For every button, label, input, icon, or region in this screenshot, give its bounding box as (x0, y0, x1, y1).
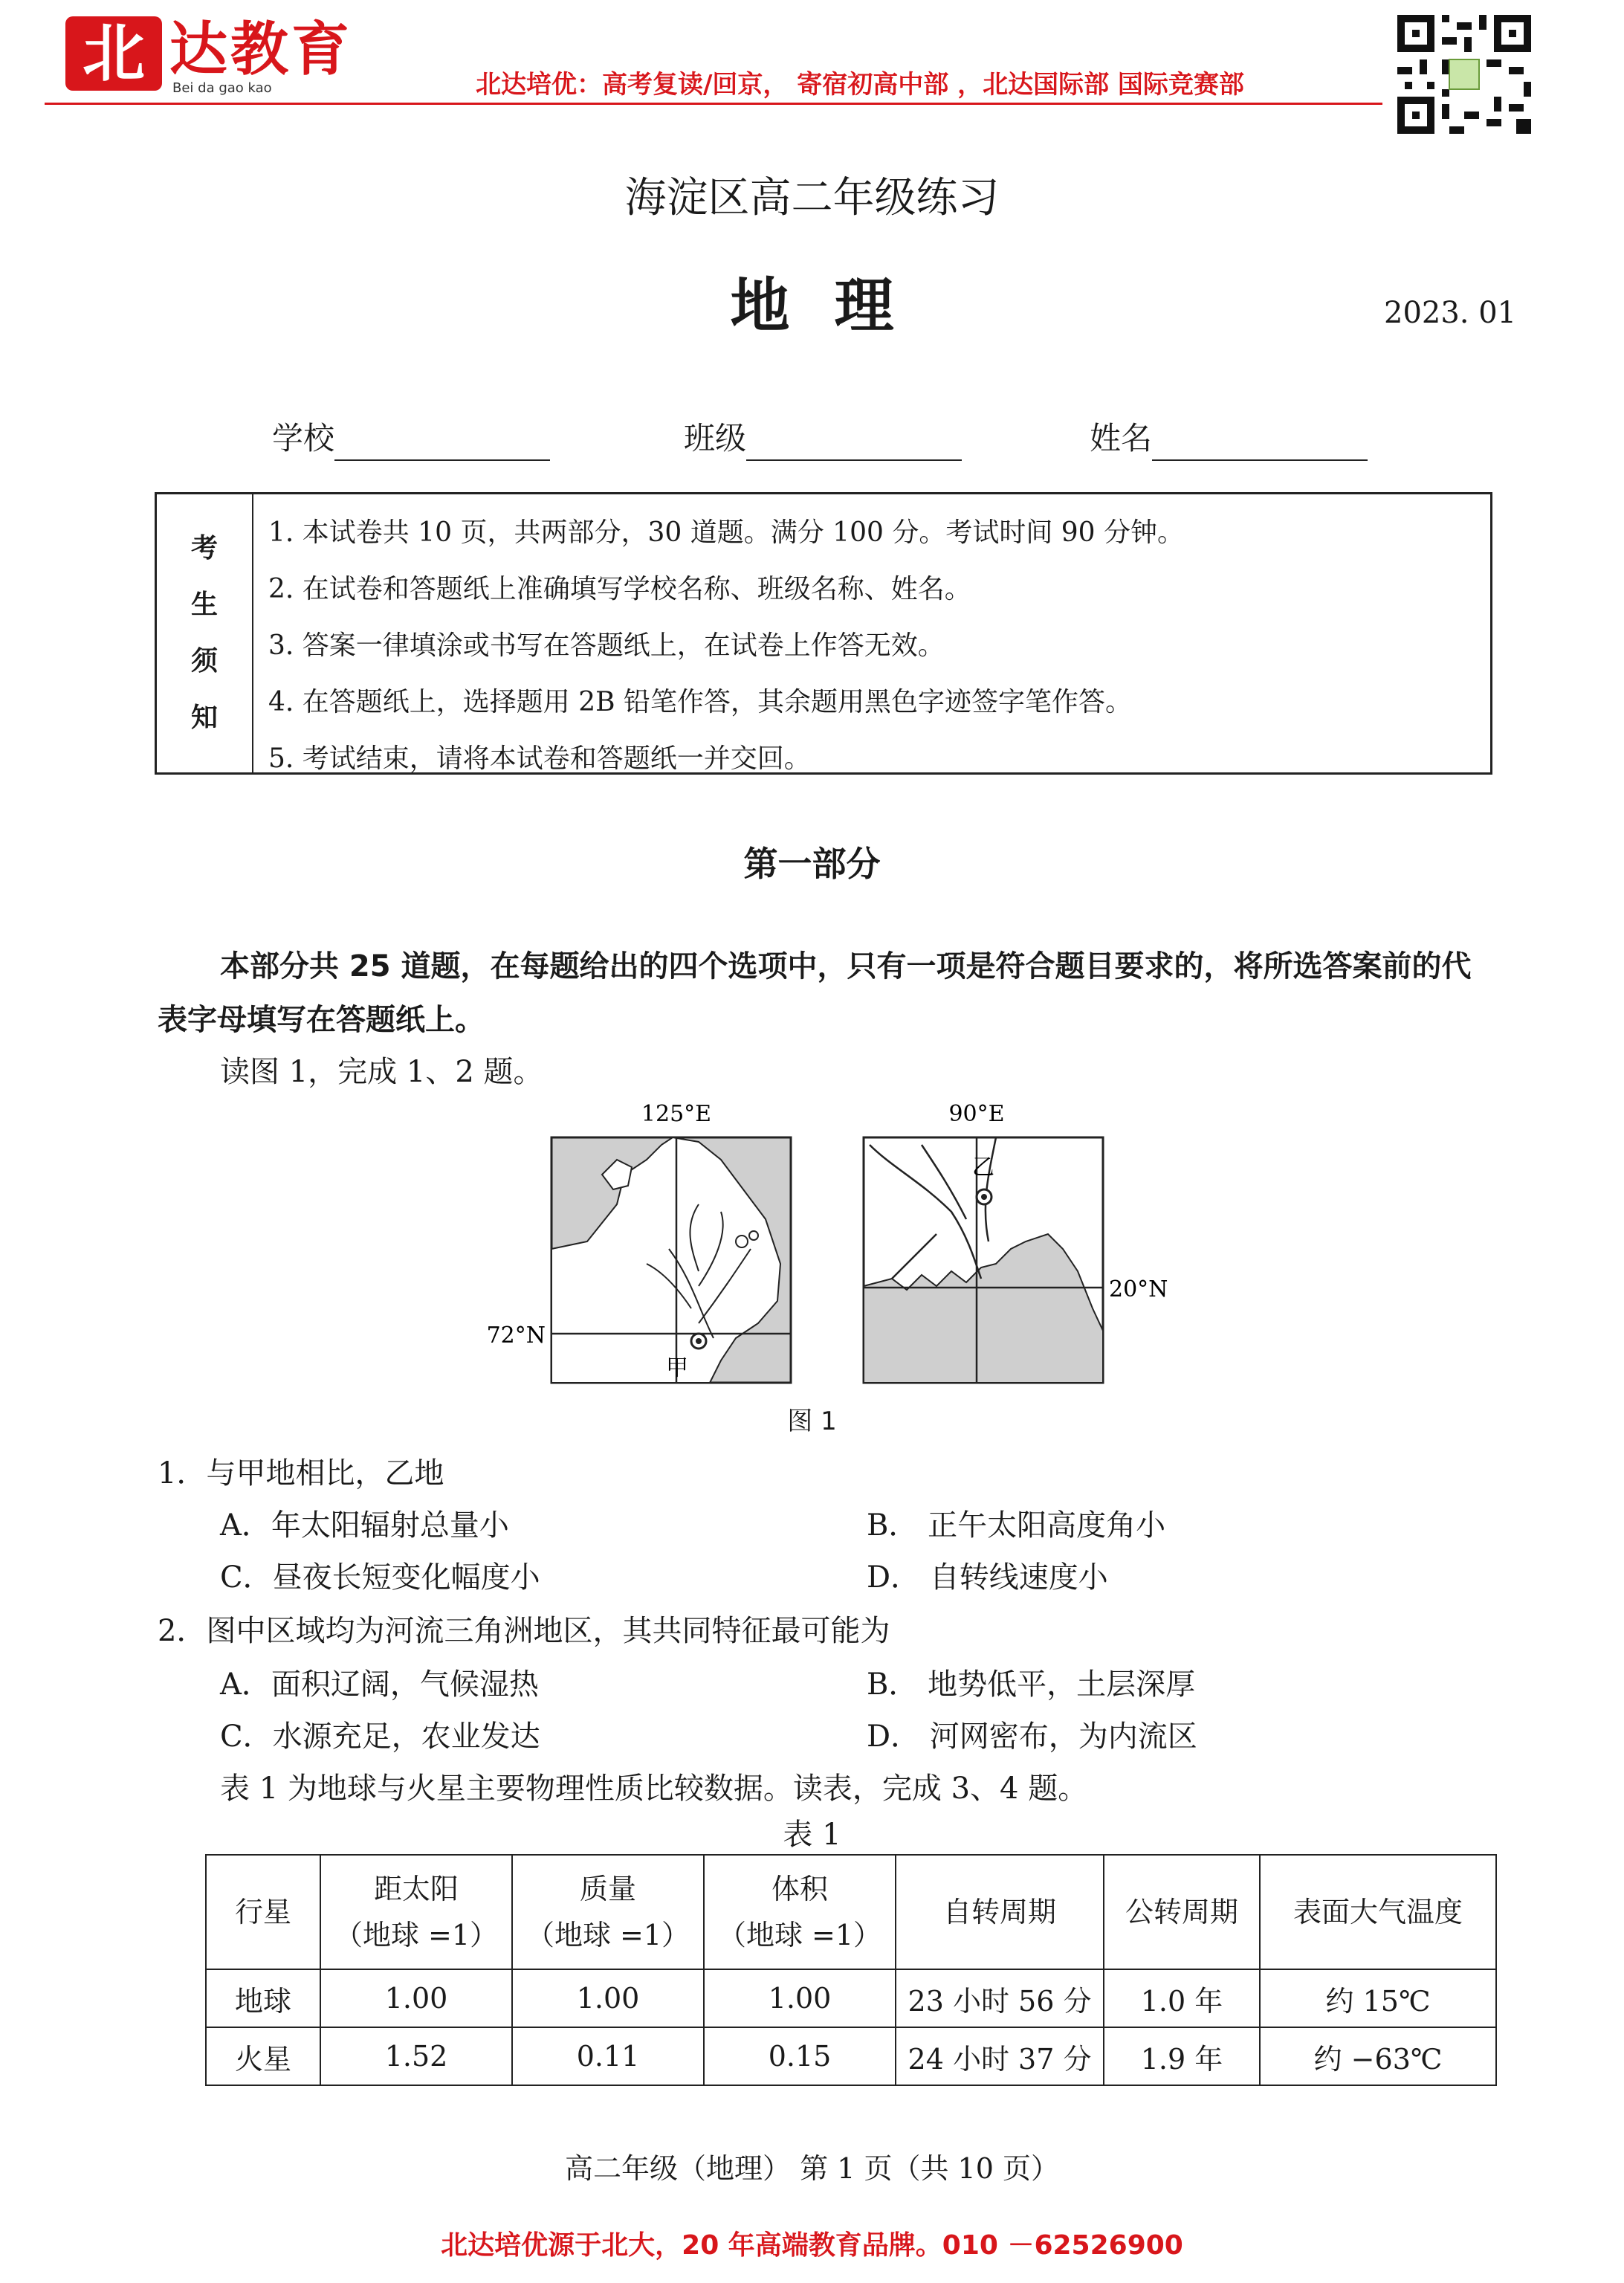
question-1-option-b[interactable]: B． 正午太阳高度角小 (867, 1508, 1166, 1543)
table-1-caption: 表 1 (783, 1818, 841, 1852)
table-header-cell: 体积 （地球 =1） (704, 1855, 896, 1969)
map-ganges-delta (864, 1101, 1168, 1383)
map-right-lon-label: 90°E (948, 1101, 1005, 1127)
table-cell: 约 −63℃ (1260, 2027, 1496, 2085)
question-2-option-b[interactable]: B． 地势低平，土层深厚 (867, 1667, 1196, 1702)
name-label: 姓名 (1090, 420, 1153, 456)
class-blank[interactable] (746, 424, 962, 461)
table-1 (205, 1854, 1497, 2086)
map-left-point-label: 甲 (666, 1355, 688, 1381)
table-cell: 1.52 (320, 2027, 512, 2085)
question-1-stem: 1．与甲地相比，乙地 (158, 1456, 444, 1491)
brand-footer: 北达培优源于北大，20 年高端教育品牌。010 －62526900 (441, 2230, 1183, 2261)
part-instructions: 本部分共 25 道题，在每题给出的四个选项中，只有一项是符合题目要求的，将所选答案前的代表字母填写在答题纸上。 (158, 949, 1472, 1037)
table-cell: 0.11 (512, 2027, 704, 2085)
figure-1-caption: 图 1 (787, 1407, 837, 1436)
header-divider (45, 103, 1382, 105)
notice-item: 5. 考试结束，请将本试卷和答题纸一并交回。 (268, 743, 811, 774)
notice-items (268, 505, 1184, 787)
header-slogan: 北达培优：高考复读/回京， 寄宿初高中部 ，北达国际部 国际竞赛部 (476, 70, 1244, 100)
exam-notice-box (155, 492, 1492, 775)
map-left-lat-label: 72°N (486, 1323, 546, 1349)
intro-q1-2: 读图 1，完成 1、2 题。 (220, 1055, 543, 1089)
map-right-lat-label: 20°N (1109, 1276, 1168, 1302)
school-field[interactable] (272, 416, 550, 461)
class-field[interactable] (684, 416, 962, 461)
map-left-lon-label: 125°E (641, 1101, 712, 1127)
logo-subtitle: Bei da gao kao (172, 80, 272, 96)
name-field[interactable] (1090, 416, 1368, 461)
question-1-option-c[interactable]: C．昼夜长短变化幅度小 (220, 1560, 540, 1595)
table-cell: 约 15℃ (1260, 1969, 1496, 2027)
table-header-cell: 行星 (206, 1855, 320, 1969)
table-cell: 0.15 (704, 2027, 896, 2085)
table-cell: 火星 (206, 2027, 320, 2085)
table-row (206, 2027, 1496, 2085)
notice-label: 考 生 须 知 (157, 494, 253, 772)
name-blank[interactable] (1152, 424, 1368, 461)
table-cell: 24 小时 37 分 (896, 2027, 1104, 2085)
map-right-point-label: 乙 (972, 1155, 994, 1181)
logo-mark: 北 (65, 16, 162, 91)
table-header-cell: 公转周期 (1104, 1855, 1260, 1969)
page-footer: 高二年级（地理） 第 1 页（共 10 页） (565, 2152, 1059, 2185)
table-header-cell: 距太阳 （地球 =1） (320, 1855, 512, 1969)
table-cell: 23 小时 56 分 (896, 1969, 1104, 2027)
table-row (206, 1969, 1496, 2027)
table-header-cell: 自转周期 (896, 1855, 1104, 1969)
school-blank[interactable] (334, 424, 550, 461)
table-cell: 1.00 (704, 1969, 896, 2027)
map-lena-delta (487, 1101, 791, 1383)
question-2-option-d[interactable]: D． 河网密布，为内流区 (867, 1719, 1197, 1754)
question-1-option-d[interactable]: D． 自转线速度小 (867, 1560, 1108, 1595)
question-2-stem: 2．图中区域均为河流三角洲地区，其共同特征最可能为 (158, 1614, 890, 1648)
qr-code-icon (1397, 15, 1531, 134)
student-info-fields (0, 416, 1624, 468)
intro-q3-4: 表 1 为地球与火星主要物理性质比较数据。读表，完成 3、4 题。 (220, 1772, 1088, 1806)
table-cell: 1.9 年 (1104, 2027, 1260, 2085)
table-header-row (206, 1855, 1496, 1969)
table-cell: 1.0 年 (1104, 1969, 1260, 2027)
table-header-cell: 表面大气温度 (1260, 1855, 1496, 1969)
question-1-option-a[interactable]: A．年太阳辐射总量小 (220, 1508, 509, 1543)
exam-title: 海淀区高二年级练习 (624, 174, 1000, 222)
class-label: 班级 (684, 420, 747, 456)
school-label: 学校 (272, 420, 335, 456)
figure-1 (476, 1100, 1189, 1412)
delta-maps-figure (476, 1100, 1189, 1412)
table-header-cell: 质量 （地球 =1） (512, 1855, 704, 1969)
notice-item: 3. 答案一律填涂或书写在答题纸上，在试卷上作答无效。 (268, 630, 945, 661)
table-cell: 1.00 (512, 1969, 704, 2027)
part-title: 第一部分 (743, 844, 881, 884)
notice-item: 2. 在试卷和答题纸上准确填写学校名称、班级名称、姓名。 (268, 574, 971, 604)
table-cell: 地球 (206, 1969, 320, 2027)
notice-item: 1. 本试卷共 10 页，共两部分，30 道题。满分 100 分。考试时间 90 分钟。 (268, 517, 1185, 548)
question-2-option-c[interactable]: C．水源充足，农业发达 (220, 1719, 540, 1754)
notice-item: 4. 在答题纸上，选择题用 2B 铅笔作答，其余题用黑色字迹签字笔作答。 (268, 687, 1133, 717)
exam-date: 2023. 01 (1384, 296, 1517, 330)
logo-name: 达教育 (169, 16, 353, 83)
subject-title: 地理 (730, 271, 939, 340)
question-2-option-a[interactable]: A．面积辽阔，气候湿热 (220, 1667, 539, 1702)
table-cell: 1.00 (320, 1969, 512, 2027)
